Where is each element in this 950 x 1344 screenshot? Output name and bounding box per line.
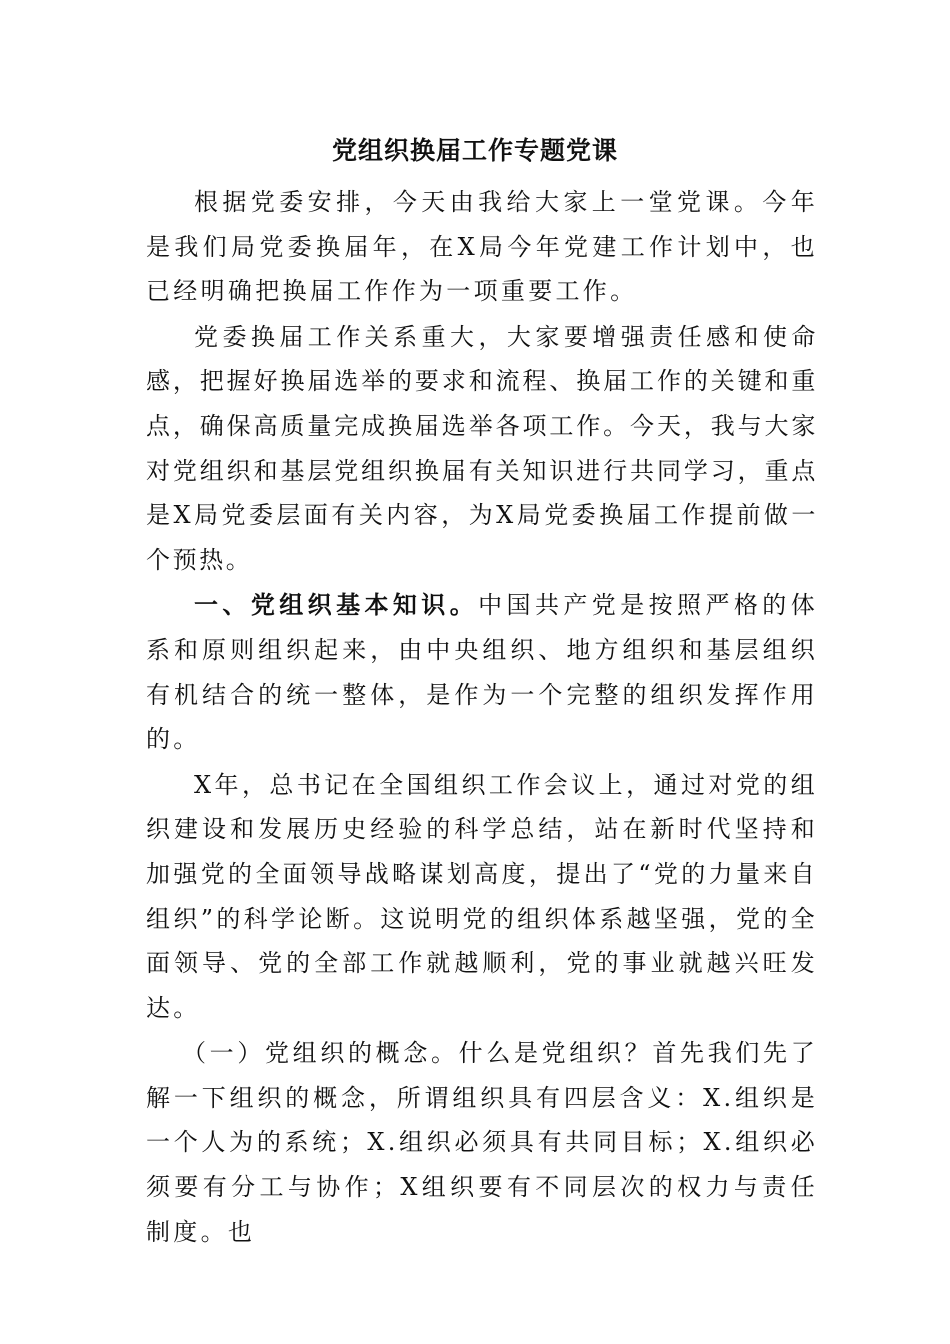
paragraph-text: 中国共产党是按照严格的体系和原则组织起来，由中央组织、地方组织和基层组织有机结合的统一整体，是作为一个完整的组织发挥作用的。 [146,591,818,754]
paragraph-concept [146,1031,818,1254]
section-heading: 一、党组织基本知识。 [194,590,479,620]
paragraph-intro [146,180,818,314]
paragraph-text: X年，总书记在全国组织工作会议上，通过对党的组织建设和发展历史经验的科学总结，站在新时代坚持和加强党的全面领导战略谋划高度，提出了“党的力量来自组织”的科学论断。这说明党的组织体系越坚强，党的全面领导、党的全部工作就越顺利，党的事业就越兴旺发达。 [146,770,818,1022]
document-title: 党组织换届工作专题党课 [331,136,618,165]
paragraph-text: （一）党组织的概念。什么是党组织？首先我们先了解一下组织的概念，所谓组织具有四层含义：X.组织是一个人为的系统；X.组织必须具有共同目标；X.组织必须要有分工与协作；X组织要有不同层次的权力与责任制度。也 [146,1039,818,1246]
paragraph-organization-power [146,763,818,1031]
paragraph-section-one [146,583,818,761]
paragraph-importance [146,315,818,583]
paragraph-text: 根据党委安排，今天由我给大家上一堂党课。今年是我们局党委换届年，在X局今年党建工作计划中，也已经明确把换届工作作为一项重要工作。 [146,188,818,306]
paragraph-text: 党委换届工作关系重大，大家要增强责任感和使命感，把握好换届选举的要求和流程、换届工作的关键和重点，确保高质量完成换届选举各项工作。今天，我与大家对党组织和基层党组织换届有关知识进行共同学习，重点是X局党委层面有关内容，为X局党委换届工作提前做一个预热。 [146,322,818,574]
document-body [146,180,818,1255]
